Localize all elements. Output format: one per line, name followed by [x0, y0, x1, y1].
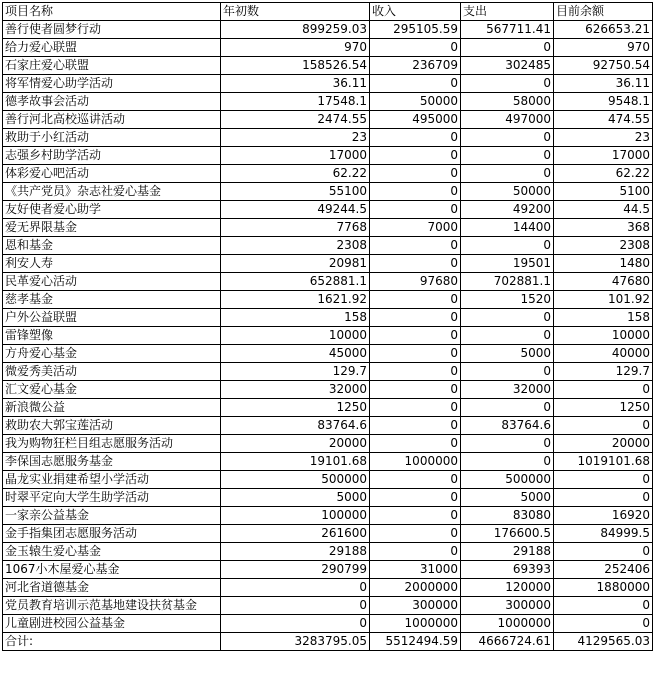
cell-expense[interactable]: 1520	[461, 291, 554, 309]
cell-expense[interactable]: 0	[461, 327, 554, 345]
table-row	[3, 129, 653, 147]
table-row	[3, 75, 653, 93]
fund-table-body	[3, 3, 653, 651]
cell-opening-balance[interactable]: 62.22	[221, 165, 370, 183]
header-project-name[interactable]: 项目名称	[3, 3, 221, 21]
cell-current-balance[interactable]: 47680	[554, 273, 653, 291]
cell-project-name[interactable]: 一家亲公益基金	[3, 507, 221, 525]
table-row	[3, 201, 653, 219]
table-row	[3, 507, 653, 525]
table-row	[3, 57, 653, 75]
cell-opening-balance[interactable]: 158	[221, 309, 370, 327]
cell-project-name[interactable]: 救助于小红活动	[3, 129, 221, 147]
header-current-balance[interactable]: 目前余额	[554, 3, 653, 21]
cell-current-balance[interactable]: 9548.1	[554, 93, 653, 111]
cell-project-name[interactable]: 救助农大郭宝莲活动	[3, 417, 221, 435]
cell-current-balance[interactable]: 36.11	[554, 75, 653, 93]
cell-project-name[interactable]: 善行使者圆梦行动	[3, 21, 221, 39]
cell-current-balance[interactable]: 0	[554, 471, 653, 489]
cell-expense[interactable]: 567711.41	[461, 21, 554, 39]
cell-opening-balance[interactable]: 29188	[221, 543, 370, 561]
cell-expense[interactable]: 32000	[461, 381, 554, 399]
cell-project-name[interactable]: 微爱秀美活动	[3, 363, 221, 381]
cell-income[interactable]: 0	[370, 507, 461, 525]
cell-opening-balance[interactable]: 0	[221, 615, 370, 633]
cell-opening-balance[interactable]: 899259.03	[221, 21, 370, 39]
cell-income[interactable]: 0	[370, 309, 461, 327]
cell-expense[interactable]: 29188	[461, 543, 554, 561]
cell-income[interactable]: 50000	[370, 93, 461, 111]
table-row	[3, 615, 653, 633]
cell-project-name[interactable]: 善行河北高校巡讲活动	[3, 111, 221, 129]
cell-project-name[interactable]: 党员教育培训示范基地建设扶贫基金	[3, 597, 221, 615]
cell-current-balance[interactable]: 1250	[554, 399, 653, 417]
cell-project-name[interactable]: 我为购物狂栏目组志愿服务活动	[3, 435, 221, 453]
table-row	[3, 489, 653, 507]
cell-expense[interactable]: 0	[461, 237, 554, 255]
cell-project-name[interactable]: 金手指集团志愿服务活动	[3, 525, 221, 543]
cell-opening-balance[interactable]: 0	[221, 597, 370, 615]
table-row	[3, 21, 653, 39]
cell-expense[interactable]: 0	[461, 309, 554, 327]
table-row	[3, 93, 653, 111]
table-row	[3, 183, 653, 201]
cell-opening-balance[interactable]: 100000	[221, 507, 370, 525]
table-row	[3, 381, 653, 399]
cell-current-balance[interactable]: 0	[554, 615, 653, 633]
cell-income[interactable]: 0	[370, 345, 461, 363]
cell-opening-balance[interactable]: 17548.1	[221, 93, 370, 111]
cell-expense[interactable]: 69393	[461, 561, 554, 579]
cell-current-balance[interactable]: 16920	[554, 507, 653, 525]
cell-opening-balance[interactable]: 17000	[221, 147, 370, 165]
cell-current-balance[interactable]: 129.7	[554, 363, 653, 381]
cell-income[interactable]: 0	[370, 255, 461, 273]
cell-current-balance[interactable]: 0	[554, 597, 653, 615]
cell-opening-balance[interactable]: 970	[221, 39, 370, 57]
cell-income[interactable]: 1000000	[370, 615, 461, 633]
cell-project-name[interactable]: 慈孝基金	[3, 291, 221, 309]
cell-expense[interactable]: 0	[461, 75, 554, 93]
header-income[interactable]: 收入	[370, 3, 461, 21]
cell-project-name[interactable]: 合计:	[3, 633, 221, 651]
cell-income[interactable]: 0	[370, 327, 461, 345]
fund-table	[2, 2, 653, 651]
cell-opening-balance[interactable]: 290799	[221, 561, 370, 579]
cell-current-balance[interactable]: 4129565.03	[554, 633, 653, 651]
cell-project-name[interactable]: 石家庄爱心联盟	[3, 57, 221, 75]
header-opening-balance[interactable]: 年初数	[221, 3, 370, 21]
cell-income[interactable]: 7000	[370, 219, 461, 237]
cell-project-name[interactable]: 德孝故事会活动	[3, 93, 221, 111]
cell-opening-balance[interactable]: 19101.68	[221, 453, 370, 471]
cell-current-balance[interactable]: 23	[554, 129, 653, 147]
table-row	[3, 417, 653, 435]
table-row	[3, 309, 653, 327]
cell-expense[interactable]: 49200	[461, 201, 554, 219]
cell-project-name[interactable]: 晶龙实业捐建希望小学活动	[3, 471, 221, 489]
table-row	[3, 111, 653, 129]
table-row	[3, 525, 653, 543]
cell-expense[interactable]: 0	[461, 453, 554, 471]
cell-opening-balance[interactable]: 158526.54	[221, 57, 370, 75]
cell-opening-balance[interactable]: 20981	[221, 255, 370, 273]
cell-opening-balance[interactable]: 23	[221, 129, 370, 147]
cell-expense[interactable]: 83764.6	[461, 417, 554, 435]
table-row	[3, 453, 653, 471]
cell-expense[interactable]: 300000	[461, 597, 554, 615]
cell-opening-balance[interactable]: 3283795.05	[221, 633, 370, 651]
cell-expense[interactable]: 14400	[461, 219, 554, 237]
cell-expense[interactable]: 0	[461, 435, 554, 453]
cell-expense[interactable]: 0	[461, 147, 554, 165]
cell-expense[interactable]: 702881.1	[461, 273, 554, 291]
cell-expense[interactable]: 1000000	[461, 615, 554, 633]
cell-opening-balance[interactable]: 1250	[221, 399, 370, 417]
cell-income[interactable]: 0	[370, 381, 461, 399]
cell-income[interactable]: 2000000	[370, 579, 461, 597]
cell-current-balance[interactable]: 5100	[554, 183, 653, 201]
cell-expense[interactable]: 4666724.61	[461, 633, 554, 651]
cell-opening-balance[interactable]: 83764.6	[221, 417, 370, 435]
table-row	[3, 327, 653, 345]
cell-income[interactable]: 300000	[370, 597, 461, 615]
cell-expense[interactable]: 497000	[461, 111, 554, 129]
table-row	[3, 471, 653, 489]
cell-expense[interactable]: 0	[461, 363, 554, 381]
cell-expense[interactable]: 19501	[461, 255, 554, 273]
cell-expense[interactable]: 83080	[461, 507, 554, 525]
table-row	[3, 363, 653, 381]
cell-project-name[interactable]: 方舟爱心基金	[3, 345, 221, 363]
cell-income[interactable]: 31000	[370, 561, 461, 579]
cell-current-balance[interactable]: 17000	[554, 147, 653, 165]
cell-income[interactable]: 1000000	[370, 453, 461, 471]
cell-current-balance[interactable]: 0	[554, 489, 653, 507]
cell-current-balance[interactable]: 0	[554, 417, 653, 435]
cell-income[interactable]: 0	[370, 417, 461, 435]
cell-income[interactable]: 0	[370, 435, 461, 453]
cell-income[interactable]: 0	[370, 399, 461, 417]
cell-opening-balance[interactable]: 49244.5	[221, 201, 370, 219]
cell-expense[interactable]: 302485	[461, 57, 554, 75]
table-row	[3, 579, 653, 597]
cell-current-balance[interactable]: 40000	[554, 345, 653, 363]
table-row	[3, 39, 653, 57]
table-row	[3, 147, 653, 165]
table-row	[3, 237, 653, 255]
cell-expense[interactable]: 0	[461, 39, 554, 57]
cell-project-name[interactable]: 雷锋塑像	[3, 327, 221, 345]
cell-current-balance[interactable]: 1480	[554, 255, 653, 273]
cell-income[interactable]: 495000	[370, 111, 461, 129]
cell-expense[interactable]: 0	[461, 399, 554, 417]
cell-income[interactable]: 236709	[370, 57, 461, 75]
cell-opening-balance[interactable]: 500000	[221, 471, 370, 489]
table-row	[3, 543, 653, 561]
cell-current-balance[interactable]: 44.5	[554, 201, 653, 219]
cell-current-balance[interactable]: 20000	[554, 435, 653, 453]
cell-project-name[interactable]: 爱无界限基金	[3, 219, 221, 237]
cell-expense[interactable]: 5000	[461, 489, 554, 507]
cell-opening-balance[interactable]: 10000	[221, 327, 370, 345]
cell-income[interactable]: 295105.59	[370, 21, 461, 39]
table-row	[3, 273, 653, 291]
cell-opening-balance[interactable]: 45000	[221, 345, 370, 363]
cell-income[interactable]: 0	[370, 183, 461, 201]
cell-current-balance[interactable]: 84999.5	[554, 525, 653, 543]
cell-expense[interactable]: 0	[461, 165, 554, 183]
cell-opening-balance[interactable]: 55100	[221, 183, 370, 201]
cell-current-balance[interactable]: 92750.54	[554, 57, 653, 75]
cell-project-name[interactable]: 儿童剧进校园公益基金	[3, 615, 221, 633]
cell-current-balance[interactable]: 0	[554, 381, 653, 399]
cell-opening-balance[interactable]: 7768	[221, 219, 370, 237]
cell-opening-balance[interactable]: 261600	[221, 525, 370, 543]
cell-project-name[interactable]: 金玉辕生爱心基金	[3, 543, 221, 561]
table-row	[3, 291, 653, 309]
cell-income[interactable]: 0	[370, 165, 461, 183]
cell-project-name[interactable]: 恩和基金	[3, 237, 221, 255]
cell-income[interactable]: 0	[370, 291, 461, 309]
cell-income[interactable]: 0	[370, 75, 461, 93]
cell-current-balance[interactable]: 101.92	[554, 291, 653, 309]
cell-project-name[interactable]: 户外公益联盟	[3, 309, 221, 327]
cell-project-name[interactable]: 李保国志愿服务基金	[3, 453, 221, 471]
cell-opening-balance[interactable]: 20000	[221, 435, 370, 453]
table-row	[3, 255, 653, 273]
cell-project-name[interactable]: 志强乡村助学活动	[3, 147, 221, 165]
cell-current-balance[interactable]: 368	[554, 219, 653, 237]
cell-project-name[interactable]: 河北省道德基金	[3, 579, 221, 597]
cell-expense[interactable]: 0	[461, 129, 554, 147]
table-row	[3, 219, 653, 237]
table-row	[3, 561, 653, 579]
cell-current-balance[interactable]: 252406	[554, 561, 653, 579]
cell-income[interactable]: 5512494.59	[370, 633, 461, 651]
cell-opening-balance[interactable]: 129.7	[221, 363, 370, 381]
cell-opening-balance[interactable]: 5000	[221, 489, 370, 507]
cell-income[interactable]: 0	[370, 525, 461, 543]
total-row	[3, 633, 653, 651]
cell-project-name[interactable]: 民革爱心活动	[3, 273, 221, 291]
cell-expense[interactable]: 5000	[461, 345, 554, 363]
cell-income[interactable]: 0	[370, 489, 461, 507]
cell-project-name[interactable]: 给力爱心联盟	[3, 39, 221, 57]
cell-expense[interactable]: 58000	[461, 93, 554, 111]
cell-expense[interactable]: 500000	[461, 471, 554, 489]
cell-current-balance[interactable]: 474.55	[554, 111, 653, 129]
cell-income[interactable]: 0	[370, 237, 461, 255]
cell-current-balance[interactable]: 62.22	[554, 165, 653, 183]
cell-opening-balance[interactable]: 2308	[221, 237, 370, 255]
table-row	[3, 435, 653, 453]
table-row	[3, 399, 653, 417]
cell-current-balance[interactable]: 1019101.68	[554, 453, 653, 471]
table-row	[3, 597, 653, 615]
cell-income[interactable]: 97680	[370, 273, 461, 291]
cell-current-balance[interactable]: 1880000	[554, 579, 653, 597]
cell-current-balance[interactable]: 970	[554, 39, 653, 57]
cell-current-balance[interactable]: 0	[554, 543, 653, 561]
cell-income[interactable]: 0	[370, 201, 461, 219]
cell-income[interactable]: 0	[370, 363, 461, 381]
cell-expense[interactable]: 176600.5	[461, 525, 554, 543]
header-expense[interactable]: 支出	[461, 3, 554, 21]
cell-project-name[interactable]: 新浪微公益	[3, 399, 221, 417]
table-row	[3, 165, 653, 183]
cell-project-name[interactable]: 体彩爱心吧活动	[3, 165, 221, 183]
cell-project-name[interactable]: 1067小木屋爱心基金	[3, 561, 221, 579]
table-row	[3, 345, 653, 363]
cell-project-name[interactable]: 汇文爱心基金	[3, 381, 221, 399]
cell-income[interactable]: 0	[370, 129, 461, 147]
cell-expense[interactable]: 120000	[461, 579, 554, 597]
cell-expense[interactable]: 50000	[461, 183, 554, 201]
cell-opening-balance[interactable]: 2474.55	[221, 111, 370, 129]
cell-income[interactable]: 0	[370, 543, 461, 561]
cell-current-balance[interactable]: 10000	[554, 327, 653, 345]
cell-opening-balance[interactable]: 32000	[221, 381, 370, 399]
header-row	[3, 3, 653, 21]
cell-income[interactable]: 0	[370, 39, 461, 57]
cell-project-name[interactable]: 利安人寿	[3, 255, 221, 273]
cell-project-name[interactable]: 《共产党员》杂志社爱心基金	[3, 183, 221, 201]
cell-current-balance[interactable]: 158	[554, 309, 653, 327]
cell-project-name[interactable]: 友好使者爱心助学	[3, 201, 221, 219]
cell-project-name[interactable]: 时翠平定向大学生助学活动	[3, 489, 221, 507]
cell-project-name[interactable]: 将军情爱心助学活动	[3, 75, 221, 93]
cell-income[interactable]: 0	[370, 471, 461, 489]
cell-opening-balance[interactable]: 1621.92	[221, 291, 370, 309]
cell-income[interactable]: 0	[370, 147, 461, 165]
cell-current-balance[interactable]: 626653.21	[554, 21, 653, 39]
cell-opening-balance[interactable]: 652881.1	[221, 273, 370, 291]
cell-current-balance[interactable]: 2308	[554, 237, 653, 255]
cell-opening-balance[interactable]: 36.11	[221, 75, 370, 93]
cell-opening-balance[interactable]: 0	[221, 579, 370, 597]
